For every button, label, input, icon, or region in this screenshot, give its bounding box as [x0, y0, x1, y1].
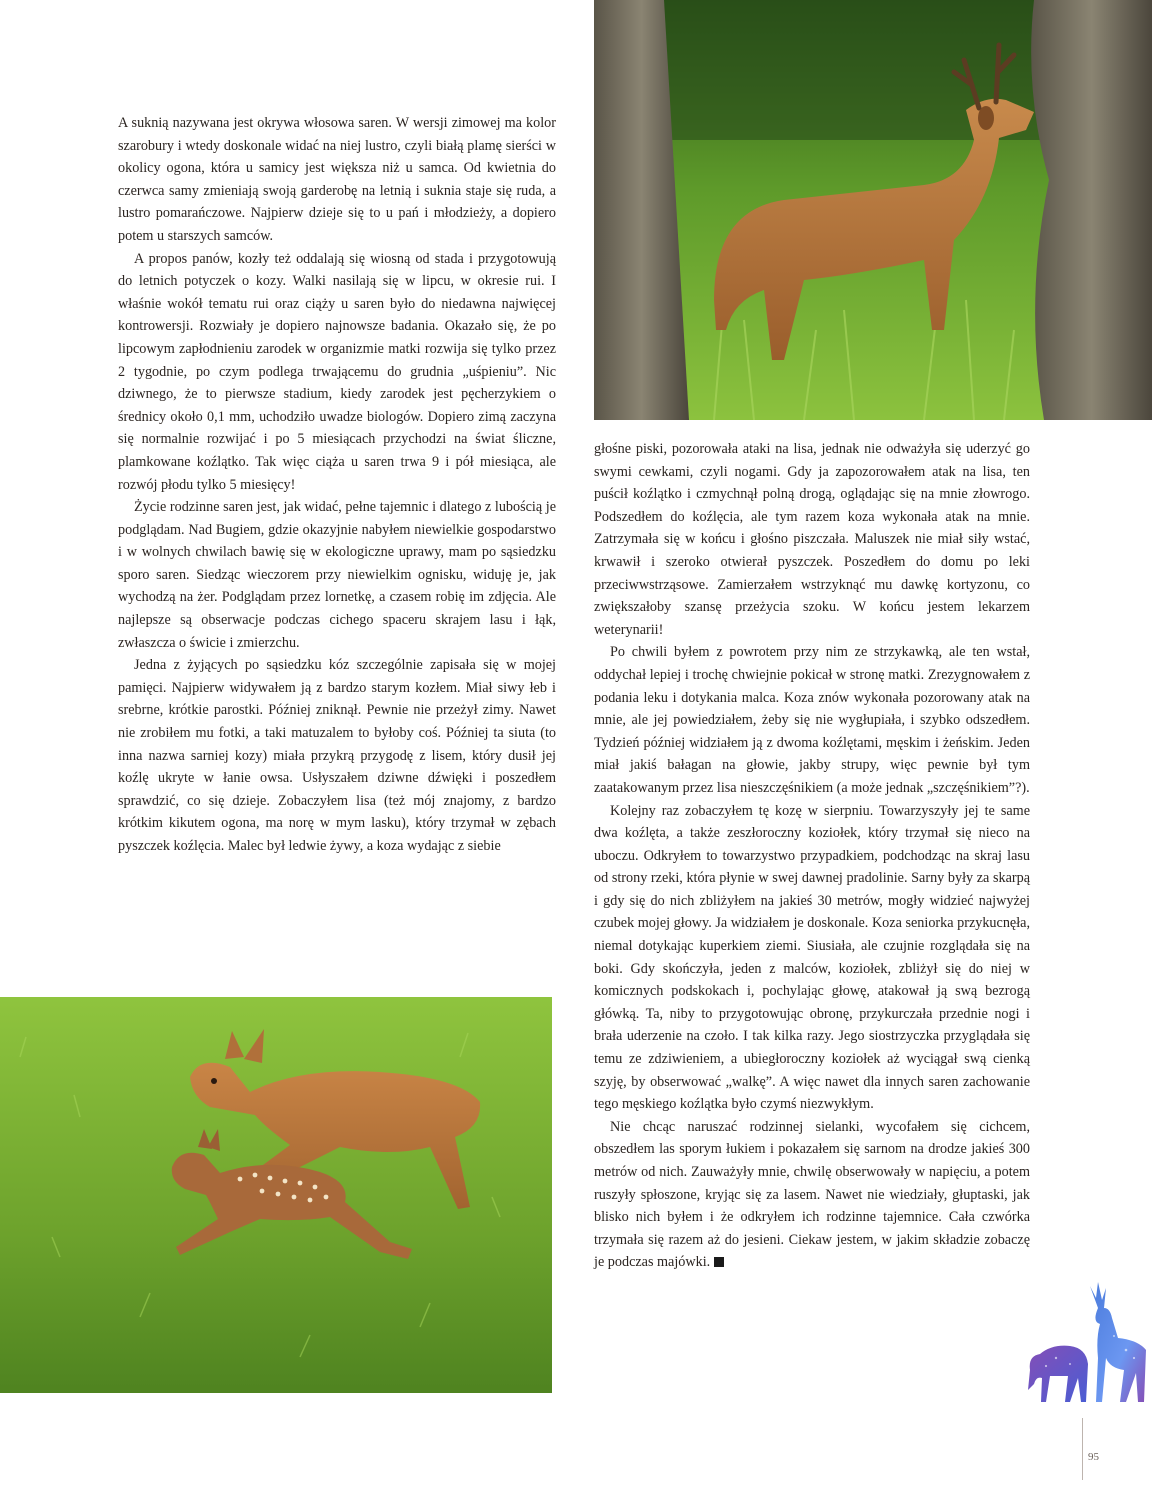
watercolor-deer-icon — [1026, 1278, 1152, 1402]
paragraph: głośne piski, pozorowała ataki na lisa, jednak nie odważyła się uderzyć go swymi cewkami, czyli nogami. Gdy ja zapozorowałem atak na lisa, ten puścił koźlątko i czmychnął polną drogą, oglądając się na mnie złowrogo. Podszedłem do koźlęcia, ale tym razem koza wykonała atak na mnie. Zatrzymała się w końcu i głośno piszczała. Maluszek nie miał siły wstać, krwawił i szeroko otwierał pyszczek. Poszedłem do domu po leki przeciwwstrząsowe. Zamierzałem wstrzyknąć mu dawkę kortyzonu, co zwiększałoby szansę przeżycia szoku. W końcu jestem lekarzem weterynarii! — [594, 441, 1030, 638]
doe-and-fawn-image — [0, 997, 552, 1393]
paragraph: Jedna z żyjących po sąsiedzku kóz szczególnie zapisała się w mojej pamięci. Najpierw widywałem ją z bardzo starym kozłem. Miał siwy łeb i srebrne, krótkie parostki. Później zniknął. Pewnie nie przeżył zimy. Nawet nie zrobiłem mu fotki, a taki matuzalem to byłoby coś. Później ta siuta (to inna nazwa sarniej kozy) miała przykrą przygodę z lisem, który dusił jej koźlę ukryte w łanie owsa. Usłyszałem dziwne dźwięki i poszedłem sprawdzić, co się dzieje. Zobaczyłem lisa (też mój znajomy, z bardzo krótkim kikutem ogona, ma norę w mym lasku), który trzymał w zębach pyszczek koźlęcia. Malec był ledwie żywy, a koza wydając z siebie — [118, 657, 556, 854]
paragraph: A propos panów, kozły też oddalają się wiosną od stada i przygotowują do letnich potyczek o kozy. Walki nasilają się w lipcu, w okresie rui. I właśnie wokół tematu rui oraz ciąży u saren było do niedawna najwięcej kontrowersji. Rozwiały je dopiero najnowsze badania. Okazało się, że po lipcowym zapłodnieniu zarodek w organizmie matki rozwija się tylko przez 2 tygodnie, po czym podlega trwającemu do grudnia „uśpieniu”. Nic dziwnego, że to pierwsze stadium, kiedy zarodek jest pęcherzykiem o średnicy około 0,1 mm, uchodziło uwadze biologów. Dopiero zimą zaczyna się normalnie rozwijać i po 5 miesiącach przychodzi na świat śliczne, plamkowane koźlątko. Tak więc ciąża u saren trwa 9 i pół miesiąca, ale rozwój płodu tylko 5 miesięcy! — [118, 250, 556, 493]
article-left-column — [118, 112, 556, 858]
page-number: 95 — [1088, 1451, 1099, 1463]
roe-buck-photo — [594, 0, 1152, 420]
paragraph: Po chwili byłem z powrotem przy nim ze strzykawką, ale ten wstał, oddychał lepiej i trochę chwiejnie pokicał w stronę matki. Zrezygnowałem z podania leku i dotykania malca. Koza znów wykonała pozorowany atak na mnie, ale jej powiedziałem, żeby się nie wygłupiała, i szybko odszedłem. Tydzień później widziałem ją z dwoma koźlętami, męskim i żeńskim. Jeden miał jakiś bałagan na głowie, jakby strupy, więc pewnie był tym zaatakowanym przez lisa nieszczęśnikiem (a może jednak „szczęśnikiem”?). — [594, 644, 1030, 796]
article-right-column — [594, 438, 1030, 1274]
end-of-article-mark — [714, 1257, 724, 1267]
paragraph-text: Nie chcąc naruszać rodzinnej sielanki, wycofałem się cichcem, obszedłem las sporym łukiem i pokazałem się sarnom na drodze jakieś 300 metrów od nich. Zauważyły mnie, chwilę obserwowały w napięciu, a potem ruszyły spłoszone, kryjąc się za lasem. Nawet nie wiedziały, głuptaski, jak blisko nich byłem i że odkryłem ich rodzinne tajemnice. Cała czwórka trzymała się razem aż do jesieni. Ciekaw jestem, w jakim składzie zobaczę je podczas majówki. — [594, 1118, 1030, 1271]
paragraph-last — [594, 1116, 1030, 1274]
paragraph: Kolejny raz zobaczyłem tę kozę w sierpniu. Towarzyszyły jej te same dwa koźlęta, a także zeszłoroczny koziołek, który trzymał się nieco na uboczu. Odkryłem to towarzystwo przypadkiem, podchodząc na skraj lasu od strony rzeki, która płynie w swej dawnej pradolinie. Sarny były za skarpą i gdy się do nich zbliżyłem na jakieś 30 metrów, mogły widzieć najwyżej czubek mojej głowy. Ja widziałem je doskonale. Koza seniorka przykucnęła, niemal dotykając kuperkiem ziemi. Siusiała, ale czujnie rozglądała się na boki. Gdy skończyła, jeden z malców, koziołek, zbliżył się do niej w komicznych podskokach i, pochylając głowę, atakował ją swą bezrogą główką. Ta, niby to przygotowując obronę, przykurczała przednie nogi i brała uderzenie na czoło. I tak kilka razy. Jego siostrzyczka przyglądała się temu ze zdziwieniem, a ubiegłoroczny koziołek aż wyciągał swą cienką szyję, by obserwować „walkę”. A więc nawet dla innych saren zachowanie tego męskiego koźlątka było czymś niezwykłym. — [594, 802, 1030, 1113]
watercolor-deer-decoration — [1026, 1278, 1152, 1402]
paragraph: Życie rodzinne saren jest, jak widać, pełne tajemnic i dlatego z lubością je podglądam. Nad Bugiem, gdzie okazyjnie nabyłem niewielkie gospodarstwo i w wolnych chwilach bawię się w ekologiczne uprawy, mam po sąsiedzku sporo saren. Siedząc wieczorem przy niewielkim ognisku, widuję je, jak wychodzą na żer. Podglądam przez lornetkę, a czasem robię im zdjęcia. Ale najlepsze są obserwacje podczas cichego spaceru skrajem lasu i łąk, zwłaszcza o świcie i zmierzchu. — [118, 499, 556, 651]
page-number-rule — [1082, 1418, 1083, 1480]
doe-and-fawn-photo — [0, 997, 552, 1393]
paragraph: A suknią nazywana jest okrywa włosowa saren. W wersji zimowej ma kolor szarobury i wtedy doskonale widać na niej lustro, czyli białą plamę sierści w okolicy ogona, która u samicy jest większa niż u samca. Od kwietnia do czerwca samy zmieniają swoją garderobę na letnią i suknia staje się ruda, a lustro pomarańczowe. Najpierw dzieje się to u pań i młodzieży, a dopiero potem u starszych samców. — [118, 115, 556, 244]
roe-buck-image — [594, 0, 1152, 420]
